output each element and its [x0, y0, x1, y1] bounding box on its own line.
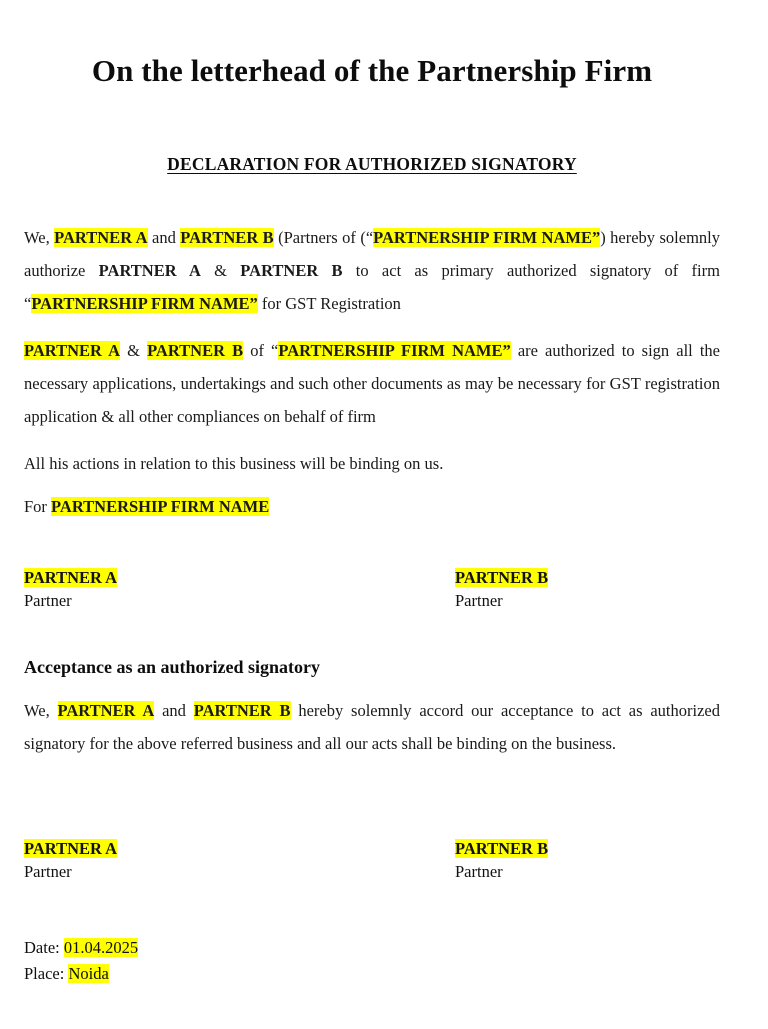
signature-partner-a — [24, 567, 455, 613]
document-subtitle: DECLARATION FOR AUTHORIZED SIGNATORY — [167, 154, 577, 175]
para1-text-6: to act as primary authorized signatory of firm “ — [24, 261, 720, 314]
para2-partner-b: PARTNER B — [147, 341, 244, 361]
paragraph-acceptance — [24, 694, 720, 760]
para1-text-2: and — [147, 228, 181, 248]
signature-name — [24, 838, 455, 860]
paragraph-binding-actions: All his actions in relation to this business will be binding on us. — [24, 454, 444, 474]
place-label: Place: — [24, 963, 69, 983]
para4-text-1: For — [24, 497, 52, 517]
signature-name-text: PARTNER B — [455, 568, 549, 588]
paragraph-signing-powers — [24, 334, 720, 433]
signature-name-text: PARTNER B — [455, 838, 549, 858]
para1-text-4: ) hereby solemnly authorize — [24, 228, 721, 281]
para1-partner-a-2: PARTNER A — [98, 261, 201, 281]
para2-text-2: of “ — [243, 341, 279, 361]
acceptance-text-2: and — [154, 700, 194, 720]
para2-text-1: & — [120, 341, 148, 361]
para2-partner-a: PARTNER A — [24, 341, 121, 361]
para1-text-3: (Partners of (“ — [273, 228, 374, 248]
signature-role: Partner — [24, 861, 72, 881]
signature-name-text: PARTNER A — [24, 568, 118, 588]
signature-block-1 — [24, 567, 720, 613]
paragraph-authorization — [24, 221, 720, 320]
para2-text-3: are authorized to sign all the necessary applications, undertakings and such other documents as may be necessary for GST registration application & all other compliances on behalf of firm — [24, 341, 721, 427]
acceptance-text-1: We, — [24, 700, 58, 720]
para1-firm-name-2: PARTNERSHIP FIRM NAME” — [31, 294, 258, 314]
signature-name-text: PARTNER A — [24, 838, 118, 858]
para1-text-5: & — [200, 261, 241, 281]
signature-role: Partner — [455, 591, 503, 611]
acceptance-partner-b: PARTNER B — [193, 700, 291, 720]
signature-partner-b — [455, 567, 768, 613]
para4-firm-name: PARTNERSHIP FIRM NAME — [51, 497, 270, 517]
document-body — [24, 175, 720, 986]
acceptance-text-3: hereby solemnly accord our acceptance to act as authorized signatory for the above referred business and all our acts shall be binding on the business. — [24, 700, 720, 753]
place-value: Noida — [68, 963, 109, 983]
acceptance-heading: Acceptance as an authorized signatory — [24, 656, 320, 677]
signature-partner-b — [455, 838, 768, 884]
date-label: Date: — [24, 938, 64, 958]
place-line — [24, 961, 720, 987]
para1-partner-b: PARTNER B — [180, 228, 274, 248]
date-value: 01.04.2025 — [63, 938, 139, 958]
para1-partner-b-2: PARTNER B — [240, 261, 343, 281]
signature-partner-a — [24, 838, 455, 884]
signature-name — [455, 567, 768, 589]
acceptance-partner-a: PARTNER A — [57, 700, 155, 720]
paragraph-for-firm — [24, 490, 720, 523]
signature-name — [455, 838, 768, 860]
signature-role: Partner — [455, 861, 503, 881]
para1-text-1: We, — [24, 228, 55, 248]
signature-role: Partner — [24, 591, 72, 611]
para1-firm-name: PARTNERSHIP FIRM NAME” — [373, 228, 601, 248]
date-line — [24, 935, 720, 961]
para2-firm-name: PARTNERSHIP FIRM NAME” — [278, 341, 511, 361]
document-footer — [24, 935, 720, 986]
page-title: On the letterhead of the Partnership Firm — [91, 53, 653, 88]
para1-text-7: for GST Registration — [257, 294, 401, 314]
para1-partner-a: PARTNER A — [54, 228, 148, 248]
signature-name — [24, 567, 455, 589]
signature-block-2 — [24, 838, 720, 884]
